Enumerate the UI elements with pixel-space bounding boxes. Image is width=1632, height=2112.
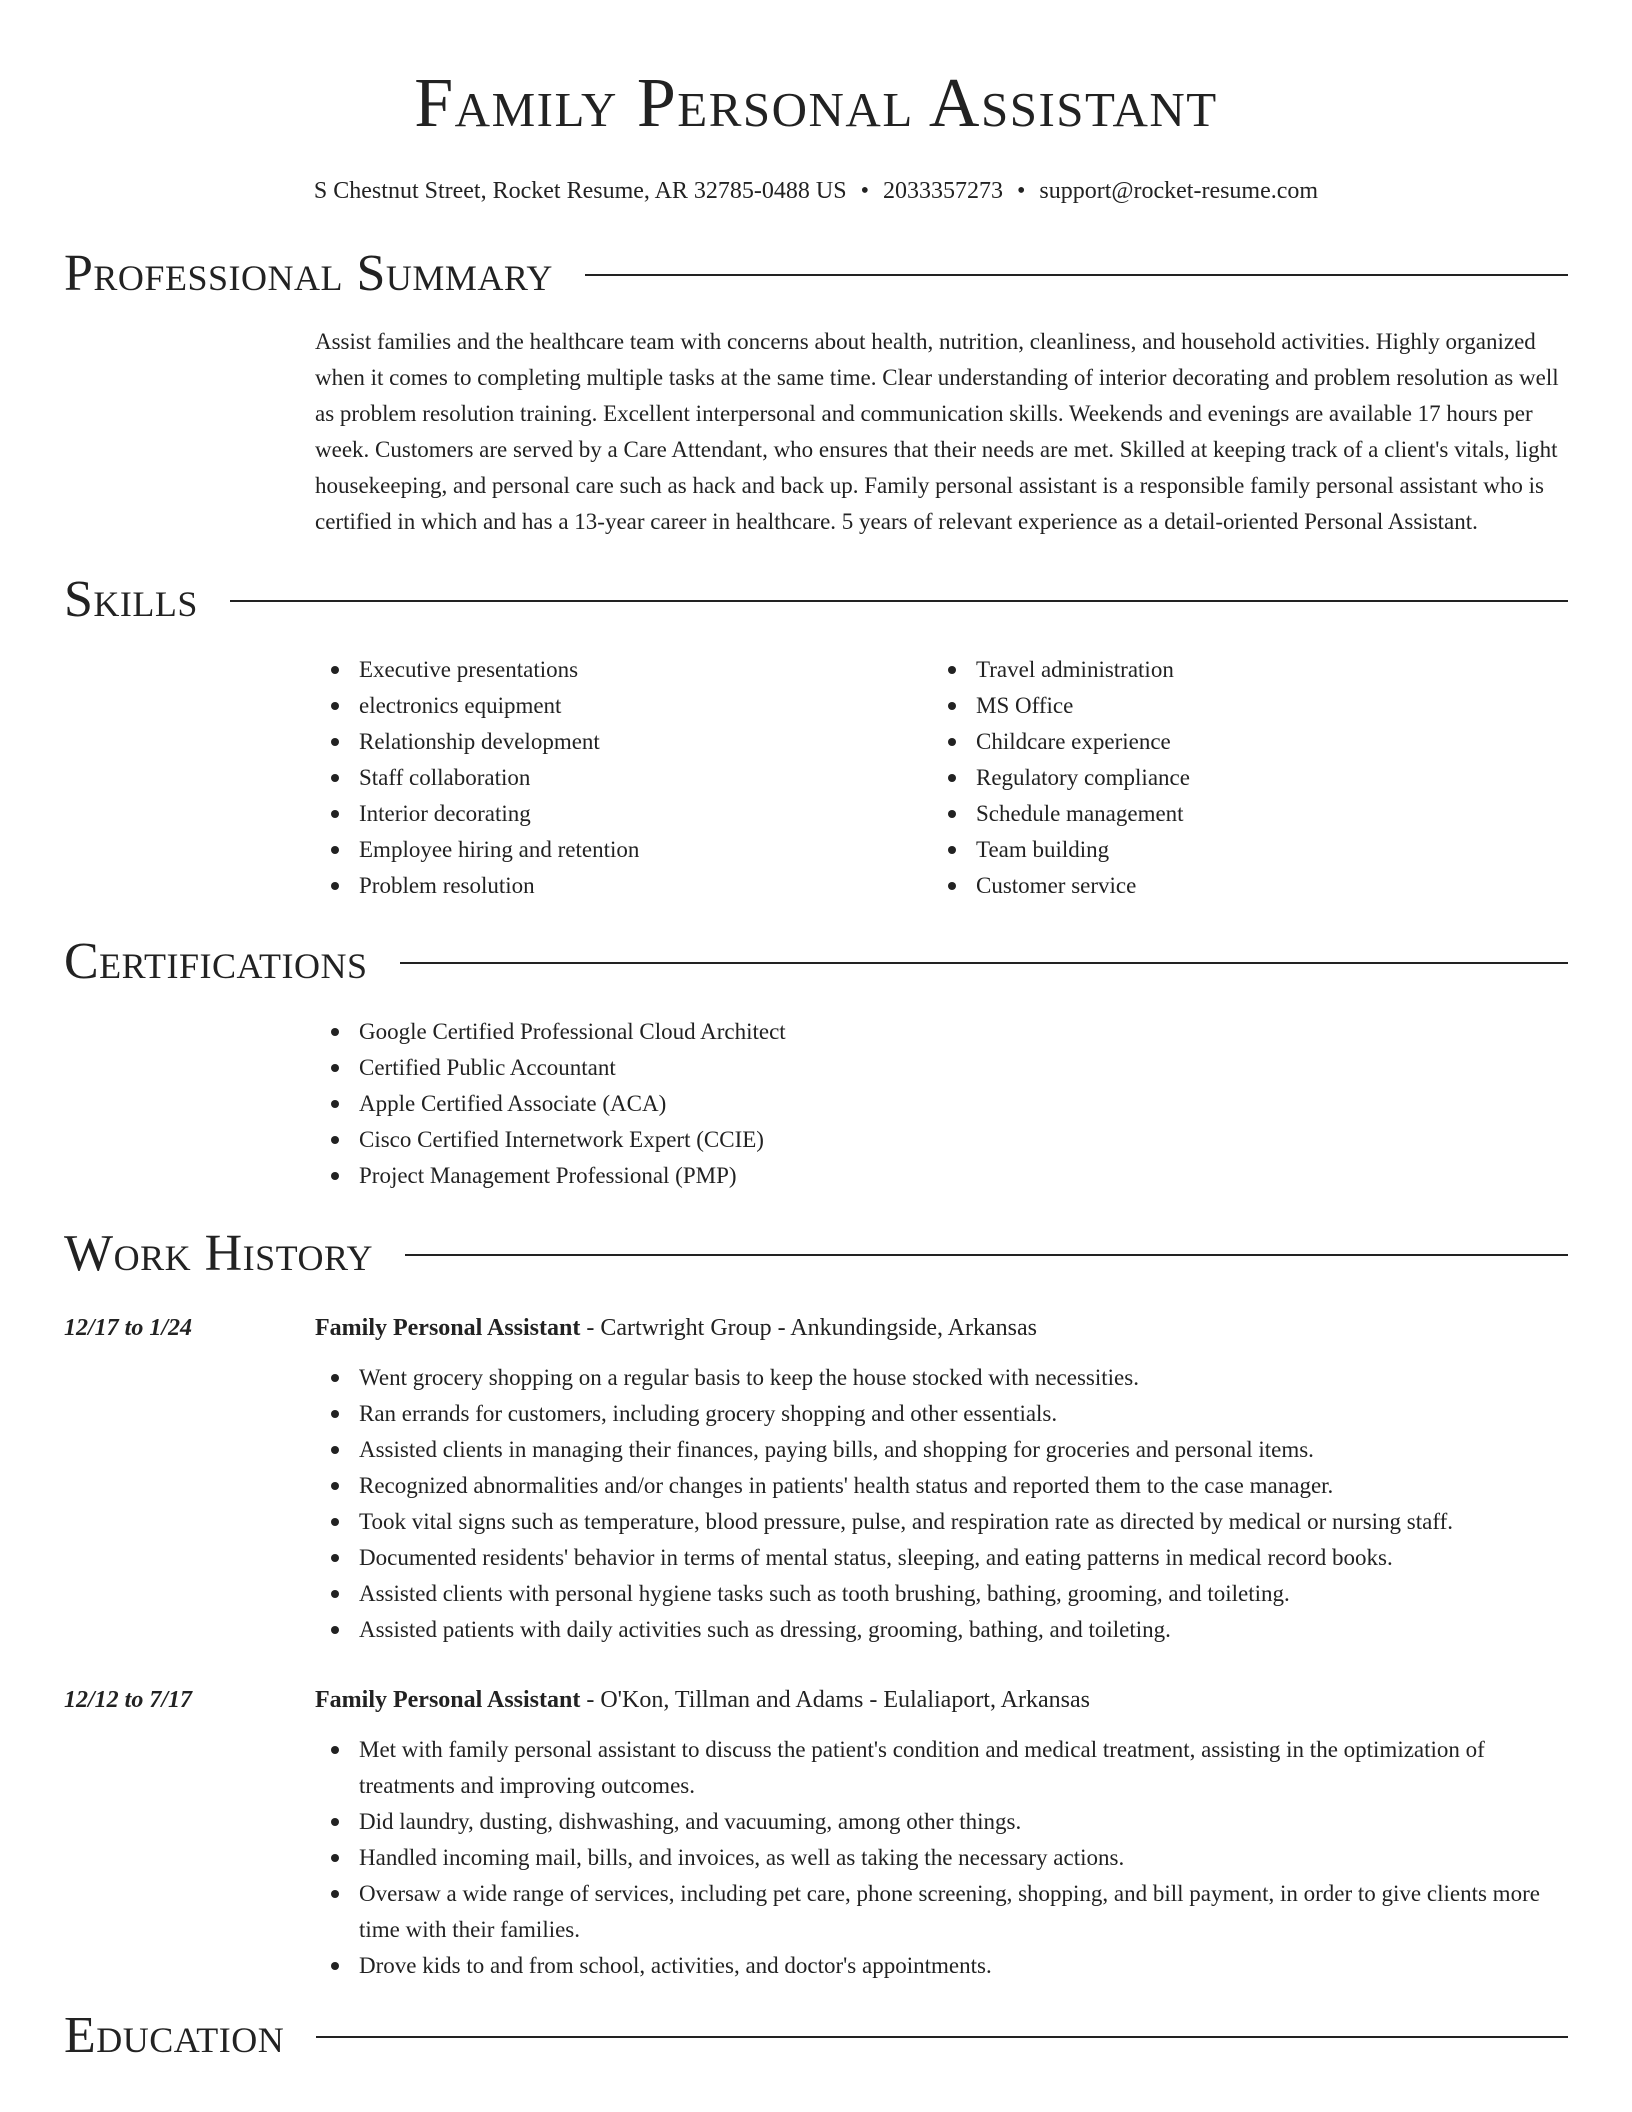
skills-grid [315,652,1568,904]
job-entry [64,1310,1568,1648]
section-divider [230,600,1568,602]
resume-page [64,0,1568,2066]
job-title: Family Personal Assistant [315,1315,581,1341]
section-divider [316,2036,1568,2038]
skill-item: Problem resolution [315,868,932,904]
skill-item: MS Office [932,688,1549,724]
skills-list-left [315,652,932,904]
contact-separator: • [1016,178,1026,204]
certification-item: Certified Public Accountant [315,1050,1568,1086]
section-divider [400,962,1568,964]
skills-section-header [64,570,1568,630]
skill-item: Interior decorating [315,796,932,832]
job-duty-item: Oversaw a wide range of services, including pet care, phone screening, shopping, and bill payment, in order to give clients more time with their families. [315,1876,1568,1948]
job-title-line [315,1310,1568,1346]
summary-text: Assist families and the healthcare team with concerns about health, nutrition, cleanliness, and household activities. Highly organized when it comes to completing multiple tasks at the same time. Clear understanding of interior decorating and problem resolution as well as problem resolution training. Excellent interpersonal and communication skills. Weekends and evenings are available 17 hours per week. Customers are served by a Care Attendant, who ensures that their needs are met. Skilled at keeping track of a client's vitals, light housekeeping, and personal care such as hack and back up. Family personal assistant is a responsible family personal assistant who is certified in which and has a 13-year career in healthcare. 5 years of relevant experience as a detail-oriented Personal Assistant. [315,329,1559,534]
contact-line [64,174,1568,208]
certifications-body [315,1014,1568,1194]
skill-item: Travel administration [932,652,1549,688]
job-duty-item: Assisted clients in managing their finances, paying bills, and shopping for groceries and personal items. [315,1432,1568,1468]
job-duty-item: Assisted clients with personal hygiene tasks such as tooth brushing, bathing, grooming, and toileting. [315,1576,1568,1612]
contact-phone: 2033357273 [882,178,1003,204]
summary-heading: Professional Summary [64,245,553,302]
contact-address: S Chestnut Street, Rocket Resume, AR 32785-0488 US [313,178,847,204]
education-heading: Education [64,2007,285,2064]
skill-item: Relationship development [315,724,932,760]
skill-item: Employee hiring and retention [315,832,932,868]
section-divider [405,1254,1568,1256]
skills-list-right [932,652,1549,904]
job-dates: 12/12 to 7/17 [64,1687,193,1713]
skill-item: Team building [932,832,1549,868]
job-title: Family Personal Assistant [315,1687,581,1713]
certification-item: Apple Certified Associate (ACA) [315,1086,1568,1122]
skill-item: electronics equipment [315,688,932,724]
job-detail [315,1682,1568,1984]
skill-item: Schedule management [932,796,1549,832]
summary-section-header [64,244,1568,304]
job-duty-item: Assisted patients with daily activities such as dressing, grooming, bathing, and toileting. [315,1612,1568,1648]
job-duty-item: Handled incoming mail, bills, and invoices, as well as taking the necessary actions. [315,1840,1568,1876]
job-title-line [315,1682,1568,1718]
job-duty-item: Drove kids to and from school, activities, and doctor's appointments. [315,1948,1568,1984]
certifications-heading: Certifications [64,933,368,990]
skill-item: Customer service [932,868,1549,904]
candidate-name: Family Personal Assistant [414,65,1218,142]
job-duty-item: Did laundry, dusting, dishwashing, and vacuuming, among other things. [315,1804,1568,1840]
contact-email: support@rocket-resume.com [1039,178,1319,204]
job-duties [315,1732,1568,1984]
job-duties [315,1360,1568,1648]
work-section-header [64,1224,1568,1284]
skill-item: Staff collaboration [315,760,932,796]
work-heading: Work History [64,1225,374,1282]
job-duty-item: Documented residents' behavior in terms of mental status, sleeping, and eating patterns in medical record books. [315,1540,1568,1576]
job-duty-item: Went grocery shopping on a regular basis to keep the house stocked with necessities. [315,1360,1568,1396]
job-duty-item: Ran errands for customers, including grocery shopping and other essentials. [315,1396,1568,1432]
certifications-section-header [64,932,1568,992]
certification-item: Google Certified Professional Cloud Architect [315,1014,1568,1050]
contact-separator: • [860,178,869,204]
skill-item: Childcare experience [932,724,1549,760]
skill-item: Regulatory compliance [932,760,1549,796]
job-duty-item: Took vital signs such as temperature, blood pressure, pulse, and respiration rate as directed by medical or nursing staff. [315,1504,1568,1540]
job-duty-item: Met with family personal assistant to discuss the patient's condition and medical treatment, assisting in the optimization of treatments and improving outcomes. [315,1732,1568,1804]
skill-item: Executive presentations [315,652,932,688]
certifications-list [315,1014,1568,1194]
education-section-header [64,2006,1568,2066]
certification-item: Cisco Certified Internetwork Expert (CCIE) [315,1122,1568,1158]
job-company: - O'Kon, Tillman and Adams - Eulaliaport, Arkansas [580,1687,1090,1713]
job-duty-item: Recognized abnormalities and/or changes in patients' health status and reported them to the case manager. [315,1468,1568,1504]
job-company: - Cartwright Group - Ankundingside, Arkansas [580,1315,1037,1341]
section-divider [585,274,1568,276]
job-detail [315,1310,1568,1648]
skills-heading: Skills [64,571,198,628]
certification-item: Project Management Professional (PMP) [315,1158,1568,1194]
job-entry [64,1682,1568,1984]
job-dates: 12/17 to 1/24 [64,1315,193,1341]
